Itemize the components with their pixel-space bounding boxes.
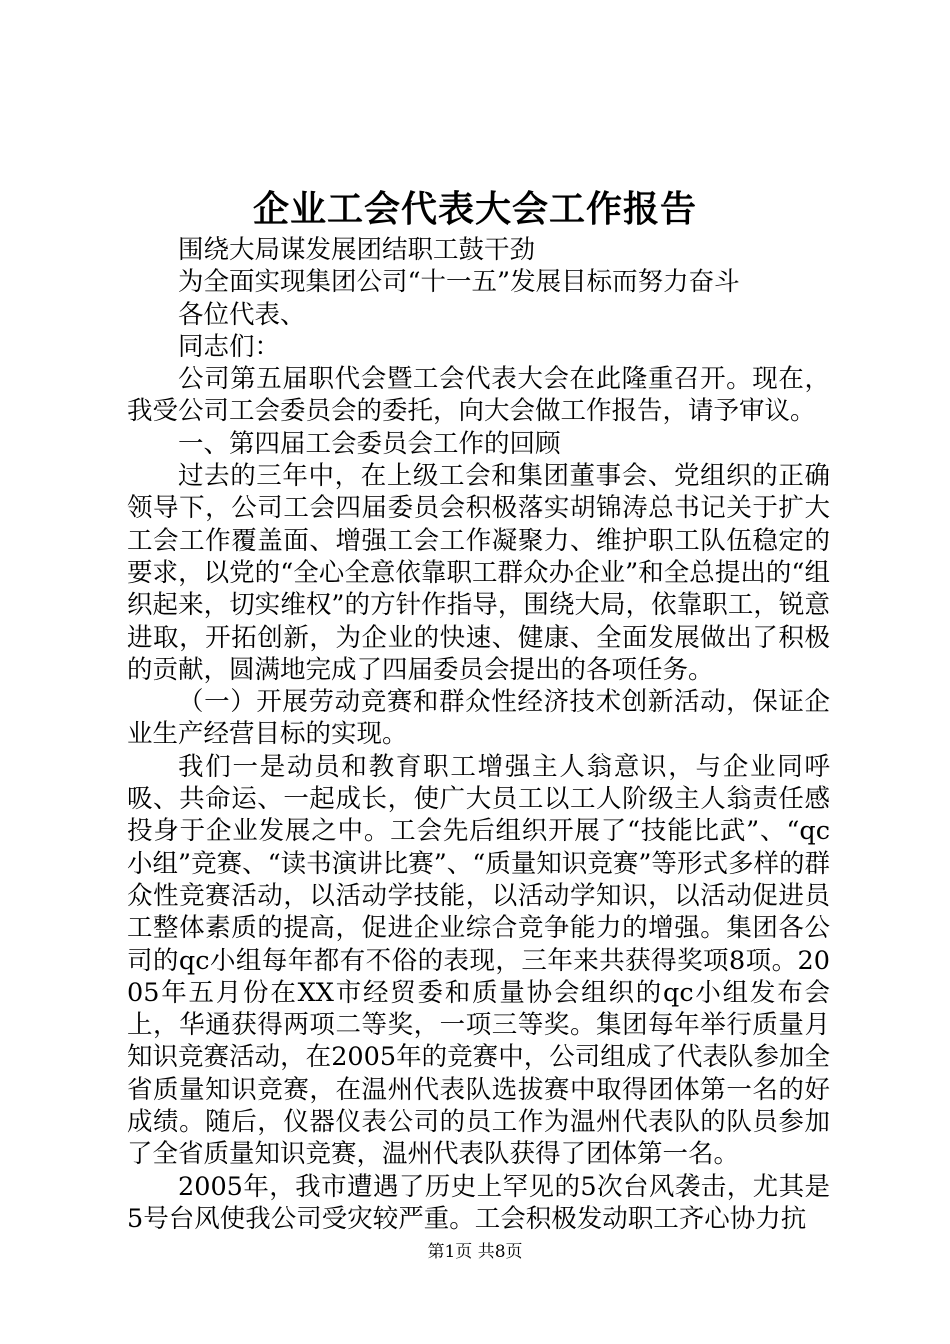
paragraph-opening: 公司第五届职代会暨工会代表大会在此隆重召开。现在，我受公司工会委员会的委托，向大会做工作报告，请予审议。 <box>127 364 830 427</box>
salutation-comrades: 同志们： <box>178 331 281 362</box>
document-title: 企业工会代表大会工作报告 <box>252 188 697 230</box>
document-body <box>127 234 830 1235</box>
section-heading-1: 一、第四届工会委员会工作的回顾 <box>178 428 561 459</box>
subsection-heading-1: （一）开展劳动竞赛和群众性经济技术创新活动，保证企业生产经营目标的实现。 <box>127 687 830 750</box>
subtitle-line-2: 为全面实现集团公司“十一五”发展目标而努力奋斗 <box>178 267 740 298</box>
salutation-delegates: 各位代表、 <box>178 299 306 330</box>
page-number-footer: 第1页 共8页 <box>427 1242 523 1262</box>
paragraph-typhoon: 2005年，我市遭遇了历史上罕见的5次台风袭击，尤其是5号台风使我公司受灾较严重。工会积极发动职工齐心协力抗 <box>127 1171 830 1234</box>
subtitle-line-1: 围绕大局谋发展团结职工鼓干劲 <box>178 235 536 265</box>
paragraph-review: 过去的三年中，在上级工会和集团董事会、党组织的正确领导下，公司工会四届委员会积极落实胡锦涛总书记关于扩大工会工作覆盖面、增强工会工作凝聚力、维护职工队伍稳定的要求，以党的“全心全意依靠职工群众办企业”和全总提出的“组织起来，切实维权”的方针作指导，围绕大局，依靠职工，锐意进取，开拓创新，为企业的快速、健康、全面发展做出了积极的贡献，圆满地完成了四届委员会提出的各项任务。 <box>127 461 830 685</box>
paragraph-activities: 我们一是动员和教育职工增强主人翁意识，与企业同呼吸、共命运、一起成长，使广大员工以工人阶级主人翁责任感投身于企业发展之中。工会先后组织开展了“技能比武”、“qc小组”竞赛、“读书演讲比赛”、“质量知识竞赛”等形式多样的群众性竞赛活动，以活动学技能，以活动学知识，以活动促进员工整体素质的提高，促进企业综合竞争能力的增强。集团各公司的qc小组每年都有不俗的表现，三年来共获得奖项8项。2005年五月份在XX市经贸委和质量协会组织的qc小组发布会上，华通获得两项二等奖，一项三等奖。集团每年举行质量月知识竞赛活动，在2005年的竞赛中，公司组成了代表队参加全省质量知识竞赛，在温州代表队选拔赛中取得团体第一名的好成绩。随后，仪器仪表公司的员工作为温州代表队的队员参加了全省质量知识竞赛，温州代表队获得了团体第一名。 <box>127 751 830 1170</box>
